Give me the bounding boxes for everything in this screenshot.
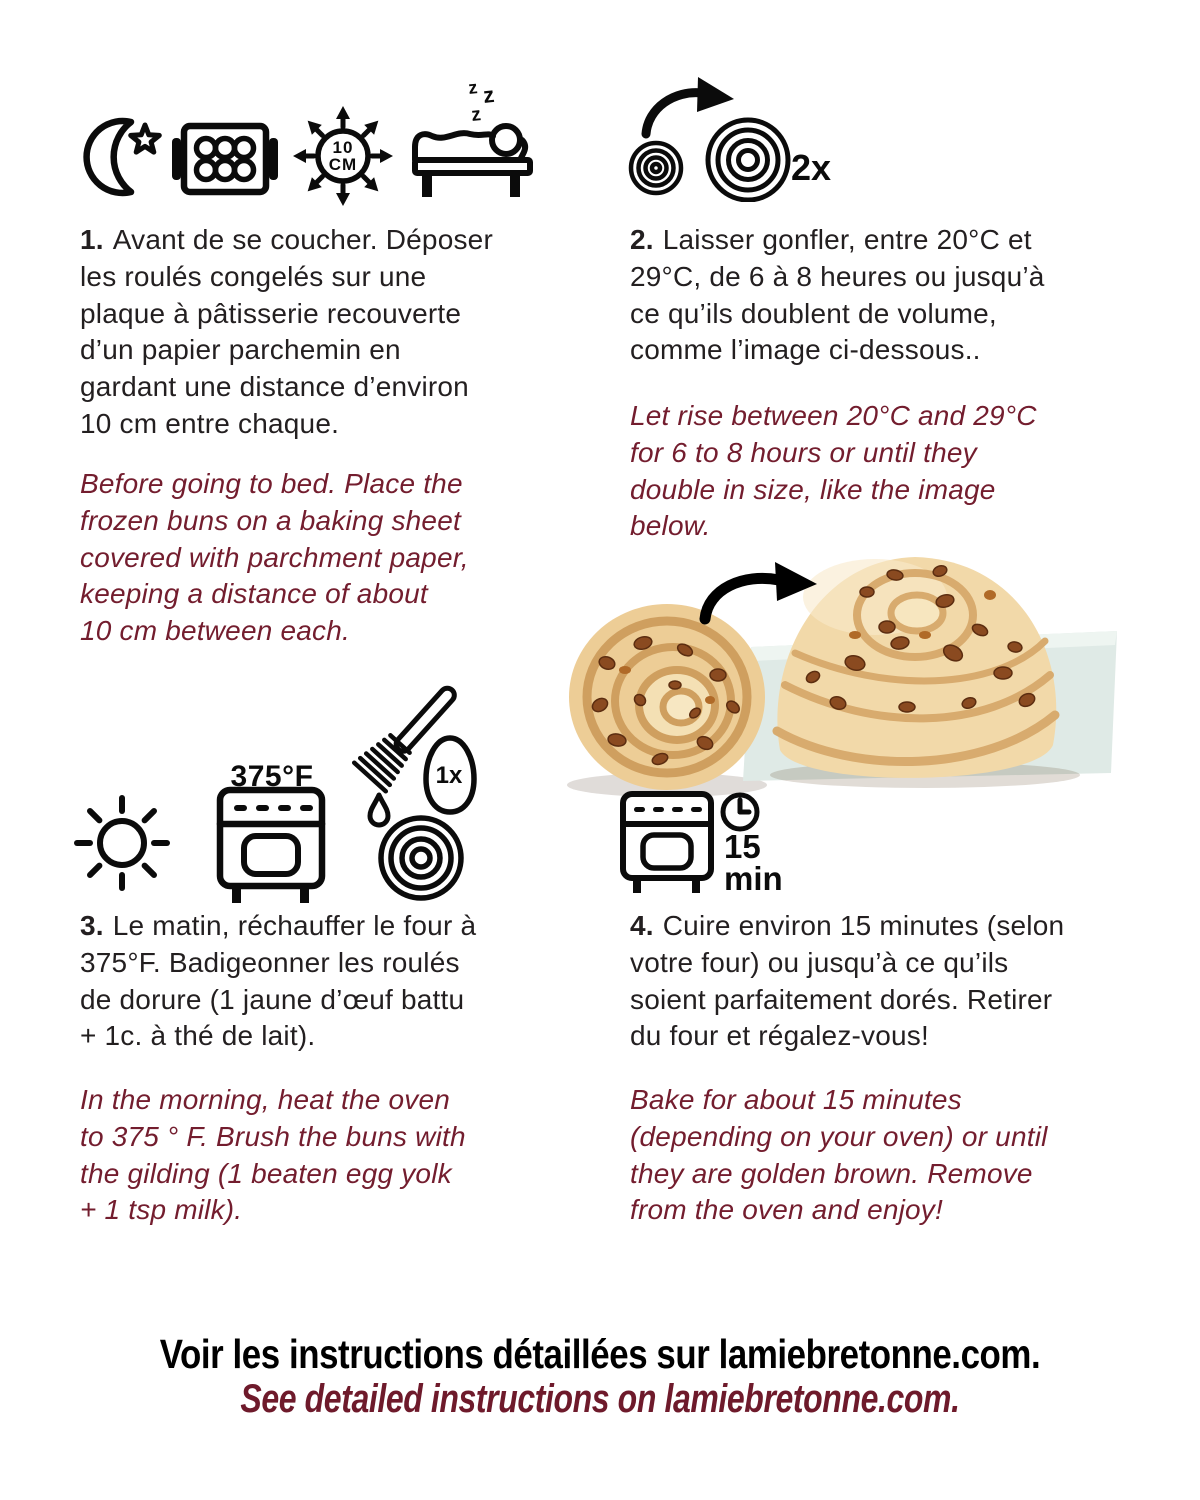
bake-minutes-label: 15 [724,828,761,865]
step-2-text-en [630,398,1150,545]
sleep-z-label: z [481,81,496,108]
bake-minutes-unit-label: min [724,860,783,897]
text-line: keeping a distance of about [80,578,428,610]
text-line: soient parfaitement dorés. Retirer [630,983,1053,1015]
text-line: Let rise between 20°C and 29°C [630,400,1037,431]
text-line: the gilding (1 beaten egg yolk [80,1157,452,1189]
step-4-icons [620,788,820,910]
text-line: below. [630,510,711,542]
moon-star-icon [82,116,166,198]
small-bun-swirl-icon [631,143,681,193]
step-1-text-fr [80,222,580,443]
spacing-value-label: 10 [332,138,354,157]
text-line: 10 cm between each. [80,615,350,647]
text-line: 375°F. Badigeonner les roulés [80,946,460,978]
step-1-text-en [80,466,580,650]
spacing-unit-label: CM [328,155,358,174]
step-3-text-en [80,1082,580,1229]
double-factor-badge: 2x [791,147,832,188]
text-line: covered with parchment paper, [80,541,469,573]
curved-arrow-icon [646,77,734,134]
footer-url-en: See detailed instructions on lamiebretonne.com. [240,1377,960,1421]
sun-icon [77,798,167,888]
text-line: In the morning, heat the oven [80,1084,451,1115]
text-line: comme l’image ci-dessous.. [630,334,981,366]
bun-swirl-icon [381,818,461,898]
step-4-text-en [630,1082,1170,1229]
text-line: they are golden brown. Remove [630,1157,1033,1189]
step-3-icons [60,678,490,910]
muffin-tray-icon [172,122,278,196]
sleeping-bed-icon [412,74,534,200]
frozen-bun [569,604,765,790]
text-line: Bake for about 15 minutes [630,1084,962,1115]
step-4-text-fr [630,908,1170,1055]
text-line: 3. Le matin, réchauffer le four à [80,910,477,941]
text-line: d’un papier parchemin en [80,334,401,366]
text-line: 4. Cuire environ 15 minutes (selon [630,910,1065,941]
risen-bun [777,557,1056,778]
text-line: les roulés congelés sur une [80,260,427,292]
text-line: + 1 tsp milk). [80,1194,243,1226]
text-line: (depending on your oven) or until [630,1120,1048,1152]
text-line: frozen buns on a baking sheet [80,504,461,536]
step-number: 3. [80,910,104,941]
oven-icon [623,794,711,893]
text-line: du four et régalez-vous! [630,1020,929,1052]
clock-icon [723,795,757,829]
text-line: 29°C, de 6 à 8 heures ou jusqu’à [630,260,1045,292]
large-bun-swirl-icon [708,120,788,200]
footer-url-fr: Voir les instructions détaillées sur lamiebretonne.com. [159,1331,1041,1377]
step-3-text-fr [80,908,580,1055]
sleep-z-label: z [467,77,479,98]
photo-arrow-icon [705,562,817,619]
step-2-text-fr [630,222,1150,369]
text-line: to 375 ° F. Brush the buns with [80,1120,466,1152]
drop-icon [370,795,388,825]
step-number: 1. [80,224,104,255]
egg-icon [426,738,474,812]
text-line: 1. Avant de se coucher. Déposer [80,224,493,255]
text-line: double in size, like the image [630,473,996,505]
oven-temperature-badge: 375°F [230,760,314,793]
bake-time-badge [724,828,783,897]
step-number: 2. [630,224,654,255]
text-line: Before going to bed. Place the [80,468,463,499]
text-line: from the oven and enjoy! [630,1194,943,1226]
text-line: plaque à pâtisserie recouverte [80,297,462,329]
sleep-z-label: z [470,104,482,126]
oven-icon [220,790,322,903]
text-line: de dorure (1 jaune d’œuf battu [80,983,465,1015]
text-line: 10 cm entre chaque. [80,407,340,439]
egg-count-label: 1x [435,762,463,789]
text-line: ce qu’ils doublent de volume, [630,297,997,329]
text-line: 2. Laisser gonfler, entre 20°C et [630,224,1032,255]
text-line: for 6 to 8 hours or until they [630,436,977,468]
step-number: 4. [630,910,654,941]
buns-photo [555,535,1145,800]
text-line: gardant une distance d’environ [80,371,469,403]
spacing-10cm-icon [292,106,394,206]
text-line: + 1c. à thé de lait). [80,1020,316,1052]
text-line: votre four) ou jusqu’à ce qu’ils [630,946,1009,978]
